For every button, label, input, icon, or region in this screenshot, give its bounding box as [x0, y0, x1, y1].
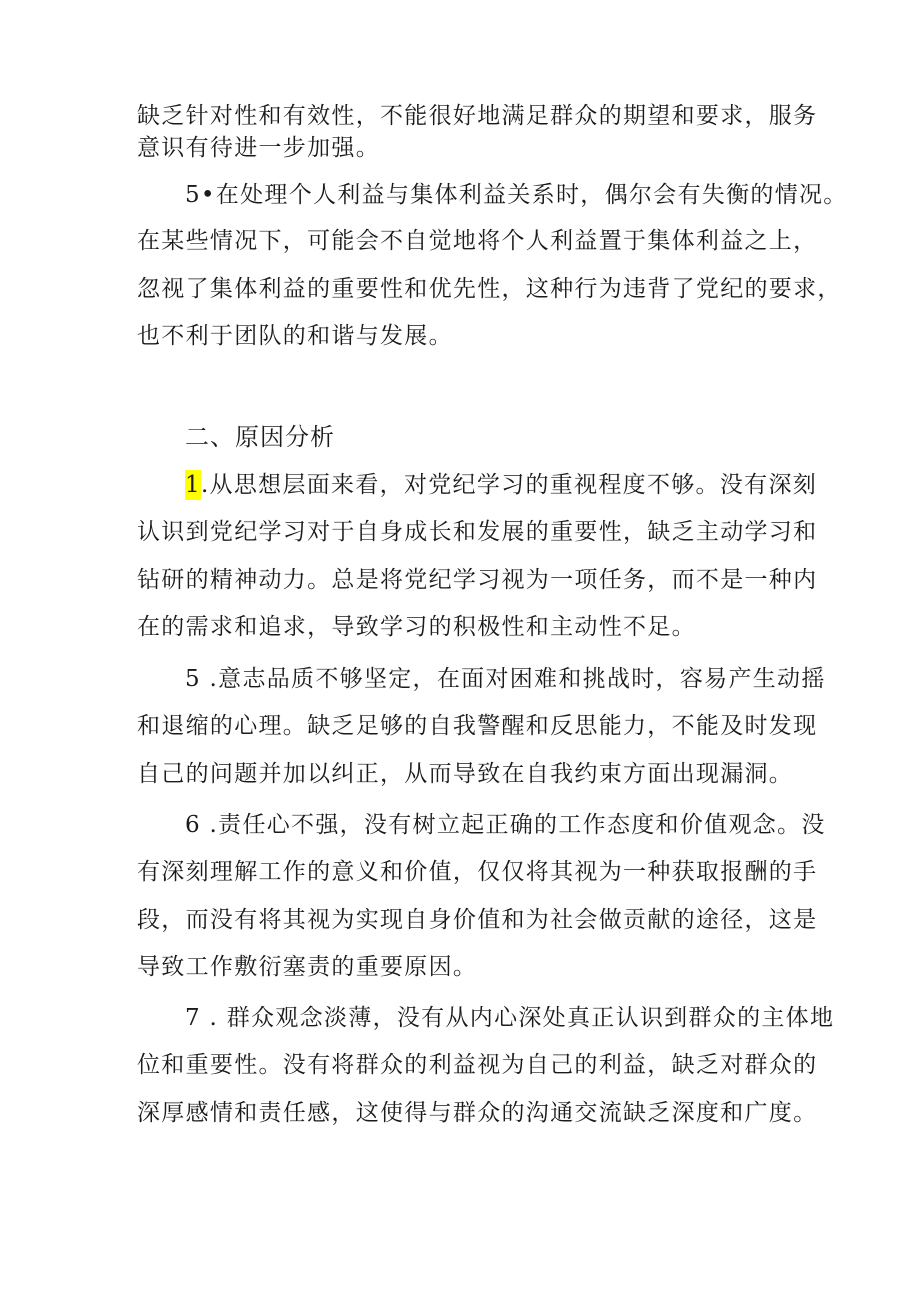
text-line: 认识到党纪学习对于自身成长和发展的重要性，缺乏主动学习和 [137, 519, 818, 545]
text-line: 7 . 群众观念淡薄，没有从内心深处真正认识到群众的主体地 [185, 1005, 835, 1031]
section-heading: 二、原因分析 [185, 423, 335, 451]
text-line: 忽视了集体利益的重要性和优先性，这种行为违背了党纪的要求， [137, 276, 842, 302]
text-line [185, 470, 817, 500]
text-line: 5•在处理个人利益与集体利益关系时，偶尔会有失衡的情况。 [185, 182, 848, 208]
text-line: 自己的问题并加以纠正，从而导致在自我约束方面出现漏洞。 [137, 761, 794, 787]
highlighted-number: 1 [185, 472, 201, 498]
text-line: 在某些情况下，可能会不自觉地将个人利益置于集体利益之上， [137, 228, 818, 254]
text-line: 也不利于团队的和谐与发展。 [137, 323, 453, 349]
text-line: 6 .责任心不强，没有树立起正确的工作态度和价值观念。没 [185, 812, 826, 838]
text-line: 导致工作敷衍塞责的重要原因。 [137, 954, 478, 980]
text-line: 深厚感情和责任感，这使得与群众的沟通交流缺乏深度和广度。 [137, 1100, 818, 1126]
text-line: 5 .意志品质不够坚定，在面对困难和挑战时，容易产生动摇 [185, 666, 826, 692]
text-line: 和退缩的心理。缺乏足够的自我警醒和反思能力，不能及时发现 [137, 713, 818, 739]
text-line: 有深刻理解工作的意义和价值，仅仅将其视为一种获取报酬的手 [137, 859, 818, 885]
text-line: 意识有待进一步加强。 [137, 135, 380, 161]
text-line: 位和重要性。没有将群众的利益视为自己的利益，缺乏对群众的 [137, 1052, 818, 1078]
text-line: 段，而没有将其视为实现自身价值和为社会做贡献的途径，这是 [137, 907, 818, 933]
text-line: 钻研的精神动力。总是将党纪学习视为一项任务，而不是一种内 [137, 567, 818, 593]
text-line: 在的需求和追求，导致学习的积极性和主动性不足。 [137, 614, 696, 640]
text-line: 缺乏针对性和有效性，不能很好地满足群众的期望和要求，服务 [137, 103, 818, 129]
text-span: .从思想层面来看，对党纪学习的重视程度不够。没有深刻 [200, 472, 818, 498]
